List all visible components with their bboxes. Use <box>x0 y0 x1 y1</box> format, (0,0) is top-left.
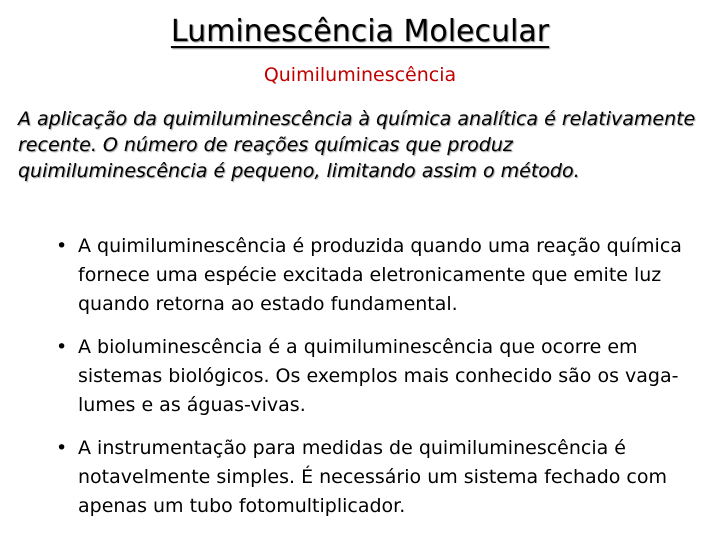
bullet-text: A quimiluminescência é produzida quando uma reação química fornece uma espécie excitada eletronicamente que emite luz quando retorna ao estado fundamental. <box>78 235 682 315</box>
bullet-dot-icon: • <box>56 437 68 459</box>
bullet-item-bioluminescence <box>56 333 706 420</box>
slide-title: Luminescência Molecular <box>170 14 550 49</box>
bullet-item-instrumentation <box>56 434 706 521</box>
bullet-text: A instrumentação para medidas de quimiluminescência é notavelmente simples. É necessário um sistema fechado com apenas um tubo fotomultiplicador. <box>78 437 667 517</box>
intro-paragraph: A aplicação da quimiluminescência à química analítica é relativamente recente. O número de reações químicas que produz quimiluminescência é pequeno, limitando assim o método. <box>18 108 696 182</box>
slide-subtitle: Quimiluminescência <box>263 64 457 86</box>
bullet-list <box>56 232 706 521</box>
bullet-text: A bioluminescência é a quimiluminescência que ocorre em sistemas biológicos. Os exemplos mais conhecido são os vaga-lumes e as águas-vivas. <box>78 336 679 416</box>
bullet-dot-icon: • <box>56 336 68 358</box>
bullet-dot-icon: • <box>56 235 68 257</box>
bullet-item-chemiluminescence <box>56 232 706 319</box>
